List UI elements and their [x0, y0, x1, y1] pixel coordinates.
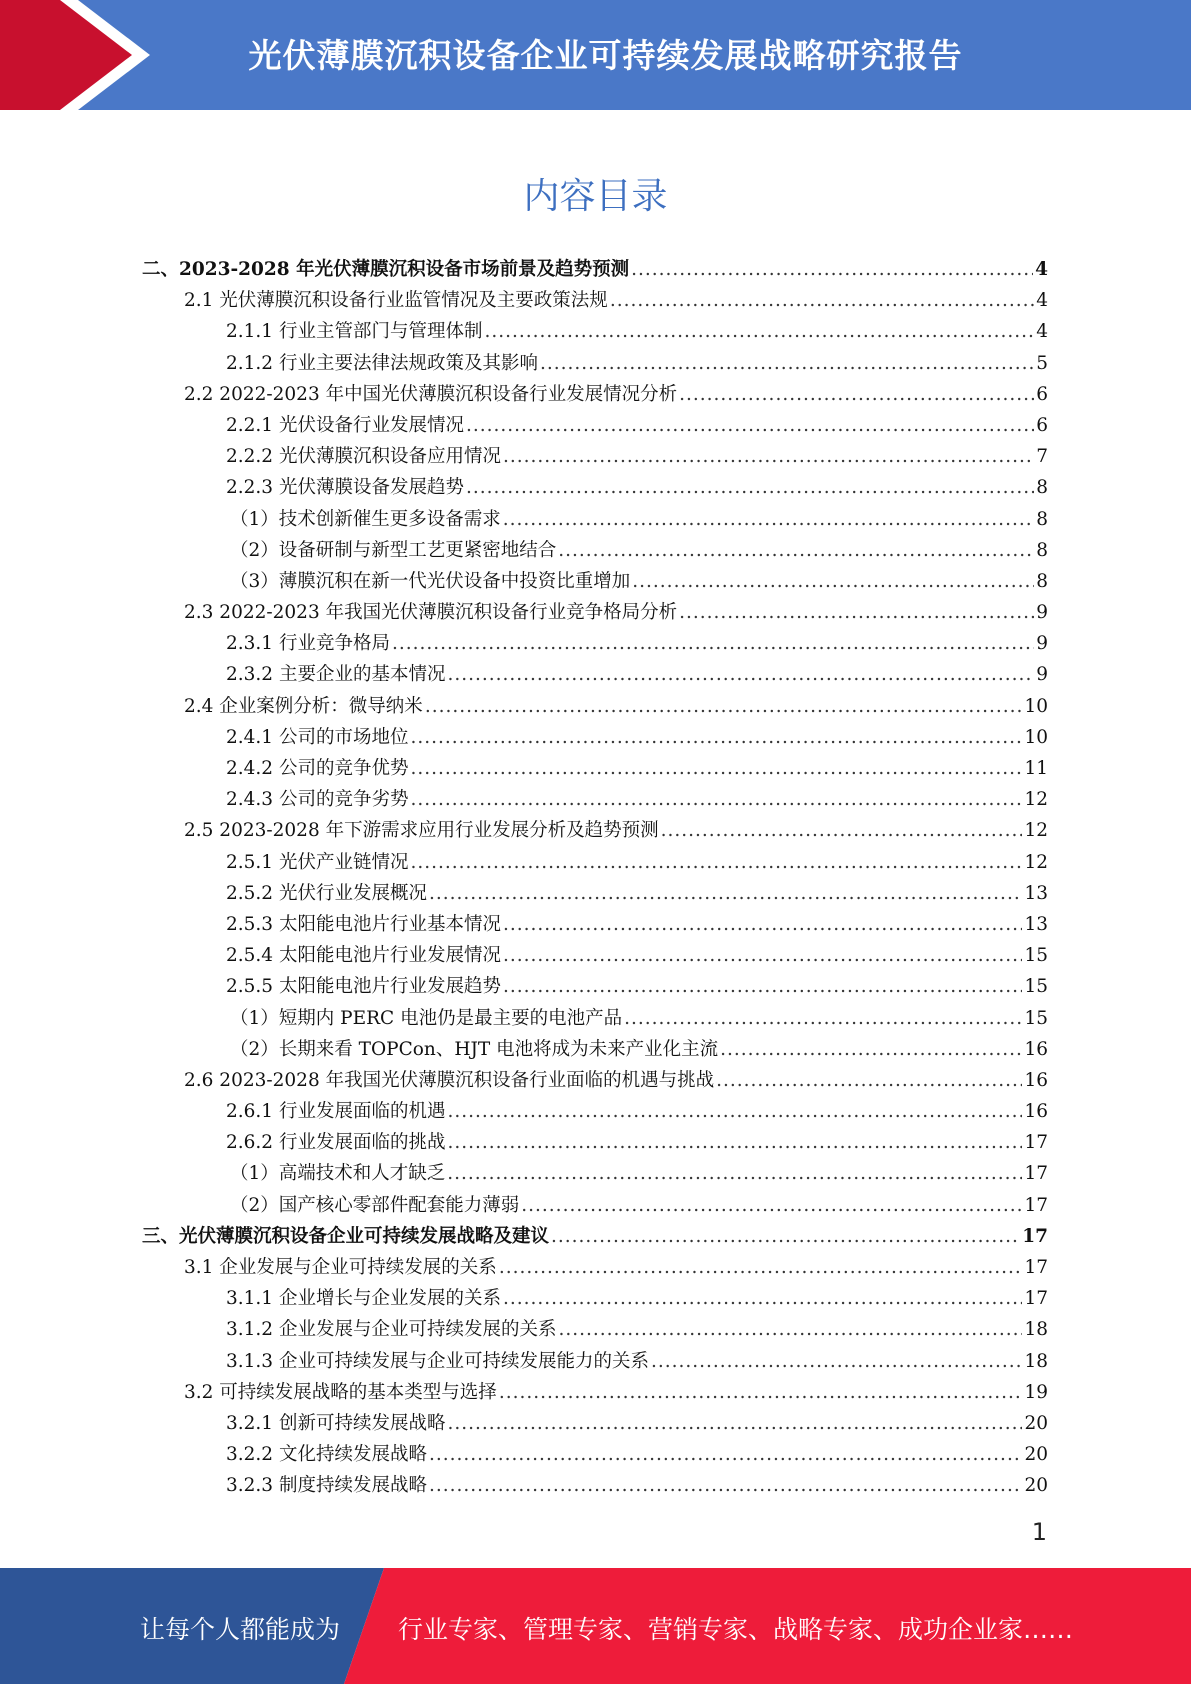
toc-entry[interactable]	[142, 1190, 1048, 1221]
toc-entry[interactable]	[142, 379, 1048, 410]
toc-entry[interactable]	[142, 1470, 1048, 1501]
toc-entry-page: 8	[1036, 570, 1048, 592]
toc-entry-title: 2.6.1 行业发展面临的机遇	[226, 1101, 446, 1123]
toc-entry[interactable]	[142, 472, 1048, 503]
toc-dot-leader	[651, 1346, 1022, 1377]
toc-dot-leader	[466, 472, 1034, 503]
toc-entry-page: 4	[1036, 290, 1048, 312]
toc-entry[interactable]	[142, 1314, 1048, 1345]
toc-entry-title: 2.2 2022-2023 年中国光伏薄膜沉积设备行业发展情况分析	[184, 383, 678, 405]
page-number: 1	[1031, 1518, 1047, 1546]
toc-dot-leader	[610, 285, 1034, 316]
toc-dot-leader	[499, 1252, 1023, 1283]
footer-slogan-left: 让每个人都能成为	[140, 1615, 341, 1644]
toc-dot-leader	[425, 691, 1023, 722]
toc-dot-leader	[429, 1439, 1022, 1470]
toc-dot-leader	[521, 1190, 1022, 1221]
toc-entry-page: 18	[1024, 1319, 1048, 1341]
toc-entry-title: （3）薄膜沉积在新一代光伏设备中投资比重增加	[230, 570, 631, 592]
toc-entry[interactable]	[142, 348, 1048, 379]
toc-entry-page: 6	[1036, 414, 1048, 436]
table-of-contents	[142, 254, 1048, 1502]
toc-dot-leader	[679, 379, 1034, 410]
toc-entry-page: 19	[1024, 1381, 1048, 1403]
toc-entry-title: 2.3.2 主要企业的基本情况	[226, 664, 446, 686]
toc-entry[interactable]	[142, 441, 1048, 472]
toc-entry[interactable]	[142, 722, 1048, 753]
toc-entry-title: 2.5.2 光伏行业发展概况	[226, 882, 427, 904]
toc-entry-page: 17	[1024, 1194, 1048, 1216]
toc-entry[interactable]	[142, 504, 1048, 535]
toc-entry-page: 15	[1024, 976, 1048, 998]
toc-entry-title: 3.2.2 文化持续发展战略	[226, 1444, 427, 1466]
toc-entry[interactable]	[142, 784, 1048, 815]
report-title: 光伏薄膜沉积设备企业可持续发展战略研究报告	[248, 36, 963, 75]
toc-entry[interactable]	[142, 566, 1048, 597]
toc-dot-leader	[503, 909, 1022, 940]
toc-entry[interactable]	[142, 1127, 1048, 1158]
toc-dot-leader	[661, 815, 1023, 846]
toc-entry-title: 2.3.1 行业竞争格局	[226, 633, 390, 655]
toc-entry-page: 8	[1036, 477, 1048, 499]
toc-entry-page: 8	[1036, 508, 1048, 530]
toc-entry[interactable]	[142, 1408, 1048, 1439]
toc-entry-page: 17	[1022, 1225, 1048, 1247]
toc-entry[interactable]	[142, 691, 1048, 722]
toc-entry-page: 17	[1024, 1132, 1048, 1154]
toc-entry[interactable]	[142, 254, 1048, 285]
toc-dot-leader	[558, 535, 1034, 566]
footer-slogan-right: 行业专家、管理专家、营销专家、战略专家、成功企业家……	[398, 1615, 1074, 1644]
toc-entry-page: 12	[1024, 820, 1048, 842]
toc-entry-title: 2.2.1 光伏设备行业发展情况	[226, 414, 464, 436]
toc-dot-leader	[429, 878, 1022, 909]
toc-entry-title: 3.2.1 创新可持续发展战略	[226, 1412, 446, 1434]
toc-entry-page: 17	[1024, 1163, 1048, 1185]
toc-entry-page: 16	[1024, 1038, 1048, 1060]
toc-dot-leader	[410, 784, 1022, 815]
report-header-band	[0, 0, 1191, 110]
toc-entry-page: 16	[1024, 1101, 1048, 1123]
toc-entry-page: 5	[1036, 352, 1048, 374]
toc-dot-leader	[447, 1408, 1022, 1439]
toc-entry-title: 2.4.3 公司的竞争劣势	[226, 789, 409, 811]
toc-entry-title: 2.5.4 太阳能电池片行业发展情况	[226, 945, 501, 967]
toc-dot-leader	[716, 1065, 1022, 1096]
toc-dot-leader	[679, 597, 1034, 628]
toc-dot-leader	[631, 254, 1033, 285]
toc-dot-leader	[632, 566, 1034, 597]
toc-entry[interactable]	[142, 535, 1048, 566]
toc-entry-page: 20	[1024, 1444, 1048, 1466]
toc-entry-page: 17	[1024, 1257, 1048, 1278]
toc-entry[interactable]	[142, 659, 1048, 690]
footer-band	[0, 1568, 1191, 1684]
toc-dot-leader	[558, 1314, 1022, 1345]
toc-entry-page: 10	[1024, 695, 1048, 717]
toc-entry-title: 2.2.2 光伏薄膜沉积设备应用情况	[226, 446, 501, 468]
toc-entry-page: 4	[1035, 259, 1048, 280]
toc-entry-page: 20	[1024, 1412, 1048, 1434]
toc-entry[interactable]	[142, 1034, 1048, 1065]
toc-entry-title: 2.6 2023-2028 年我国光伏薄膜沉积设备行业面临的机遇与挑战	[184, 1069, 715, 1091]
toc-entry-title: 2.6.2 行业发展面临的挑战	[226, 1132, 446, 1154]
toc-entry-page: 18	[1024, 1350, 1048, 1372]
toc-entry-page: 9	[1036, 664, 1048, 686]
toc-dot-leader	[499, 1377, 1023, 1408]
toc-entry[interactable]	[142, 1439, 1048, 1470]
toc-dot-leader	[551, 1221, 1020, 1252]
toc-entry-page: 7	[1036, 446, 1048, 468]
toc-dot-leader	[503, 504, 1034, 535]
toc-entry-page: 13	[1024, 882, 1048, 904]
toc-entry[interactable]	[142, 878, 1048, 909]
toc-dot-leader	[540, 348, 1034, 379]
toc-entry-title: （1）短期内 PERC 电池仍是最主要的电池产品	[230, 1007, 623, 1029]
toc-entry-title: 2.5.5 太阳能电池片行业发展趋势	[226, 976, 501, 998]
toc-entry[interactable]	[142, 1252, 1048, 1283]
toc-dot-leader	[447, 1127, 1022, 1158]
toc-entry[interactable]	[142, 909, 1048, 940]
toc-dot-leader	[447, 659, 1034, 690]
toc-dot-leader	[392, 628, 1034, 659]
toc-entry-page: 16	[1024, 1069, 1048, 1091]
toc-entry-page: 9	[1036, 602, 1048, 624]
toc-dot-leader	[447, 1158, 1022, 1189]
toc-entry-title: （1）技术创新催生更多设备需求	[230, 508, 501, 530]
toc-entry[interactable]	[142, 1096, 1048, 1127]
toc-entry-title: 3.1 企业发展与企业可持续发展的关系	[184, 1257, 497, 1278]
toc-entry-page: 11	[1024, 758, 1048, 779]
toc-entry-title: 3.1.1 企业增长与企业发展的关系	[226, 1288, 501, 1310]
toc-entry-title: 三、光伏薄膜沉积设备企业可持续发展战略及建议	[142, 1225, 550, 1247]
toc-entry-page: 13	[1024, 913, 1048, 935]
toc-entry[interactable]	[142, 316, 1048, 347]
toc-entry[interactable]	[142, 285, 1048, 316]
toc-entry[interactable]	[142, 1003, 1048, 1034]
toc-entry[interactable]	[142, 1283, 1048, 1314]
toc-heading: 内容目录	[523, 176, 668, 217]
toc-entry-page: 4	[1036, 321, 1048, 343]
toc-entry-title: 2.4.1 公司的市场地位	[226, 726, 409, 748]
toc-entry-title: 3.2.3 制度持续发展战略	[226, 1475, 427, 1497]
toc-entry[interactable]	[142, 1346, 1048, 1377]
toc-entry-page: 12	[1024, 789, 1048, 811]
toc-entry-title: 2.1 光伏薄膜沉积设备行业监管情况及主要政策法规	[184, 290, 608, 312]
toc-entry-title: 2.5.3 太阳能电池片行业基本情况	[226, 913, 501, 935]
toc-dot-leader	[484, 316, 1034, 347]
toc-entry-page: 15	[1024, 945, 1048, 967]
toc-entry[interactable]	[142, 940, 1048, 971]
toc-entry-title: 2.5.1 光伏产业链情况	[226, 851, 409, 873]
toc-entry-title: 2.5 2023-2028 年下游需求应用行业发展分析及趋势预测	[184, 820, 659, 842]
toc-entry[interactable]	[142, 410, 1048, 441]
toc-entry[interactable]	[142, 628, 1048, 659]
toc-dot-leader	[503, 971, 1022, 1002]
toc-entry-title: 2.2.3 光伏薄膜设备发展趋势	[226, 477, 464, 499]
toc-entry[interactable]	[142, 971, 1048, 1002]
toc-entry-page: 8	[1036, 539, 1048, 561]
toc-entry-title: 2.3 2022-2023 年我国光伏薄膜沉积设备行业竞争格局分析	[184, 602, 678, 624]
toc-entry[interactable]	[142, 597, 1048, 628]
toc-entry[interactable]	[142, 1065, 1048, 1096]
toc-entry-page: 12	[1024, 851, 1048, 873]
toc-entry-title: 3.1.2 企业发展与企业可持续发展的关系	[226, 1319, 557, 1341]
toc-entry-title: 2.1.1 行业主管部门与管理体制	[226, 321, 483, 343]
toc-dot-leader	[429, 1470, 1022, 1501]
toc-entry-title: 3.1.3 企业可持续发展与企业可持续发展能力的关系	[226, 1350, 649, 1372]
toc-entry-page: 10	[1024, 726, 1048, 748]
toc-entry[interactable]	[142, 753, 1048, 784]
toc-entry-title: 3.2 可持续发展战略的基本类型与选择	[184, 1381, 497, 1403]
toc-entry-title: 二、2023-2028 年光伏薄膜沉积设备市场前景及趋势预测	[142, 259, 630, 280]
toc-entry-title: 2.4 企业案例分析：微导纳米	[184, 695, 423, 717]
toc-entry-page: 17	[1024, 1288, 1048, 1310]
toc-entry-title: （2）设备研制与新型工艺更紧密地结合	[230, 539, 557, 561]
toc-entry-page: 6	[1036, 383, 1048, 405]
toc-entry-title: （1）高端技术和人才缺乏	[230, 1163, 446, 1185]
toc-entry-title: 2.1.2 行业主要法律法规政策及其影响	[226, 352, 538, 374]
toc-dot-leader	[720, 1034, 1022, 1065]
toc-entry-title: （2）长期来看 TOPCon、HJT 电池将成为未来产业化主流	[230, 1038, 719, 1060]
toc-dot-leader	[410, 753, 1022, 784]
toc-entry-page: 15	[1024, 1007, 1048, 1029]
toc-dot-leader	[503, 441, 1034, 472]
toc-dot-leader	[410, 722, 1022, 753]
toc-entry-page: 9	[1036, 633, 1048, 655]
toc-dot-leader	[624, 1003, 1022, 1034]
toc-dot-leader	[503, 1283, 1022, 1314]
toc-dot-leader	[447, 1096, 1022, 1127]
toc-entry[interactable]	[142, 1158, 1048, 1189]
toc-entry[interactable]	[142, 815, 1048, 846]
toc-entry[interactable]	[142, 847, 1048, 878]
toc-entry-page: 20	[1024, 1475, 1048, 1497]
toc-entry[interactable]	[142, 1221, 1048, 1252]
toc-dot-leader	[466, 410, 1034, 441]
toc-entry[interactable]	[142, 1377, 1048, 1408]
toc-dot-leader	[503, 940, 1022, 971]
toc-entry-title: 2.4.2 公司的竞争优势	[226, 758, 409, 779]
toc-dot-leader	[410, 847, 1022, 878]
toc-entry-title: （2）国产核心零部件配套能力薄弱	[230, 1194, 520, 1216]
